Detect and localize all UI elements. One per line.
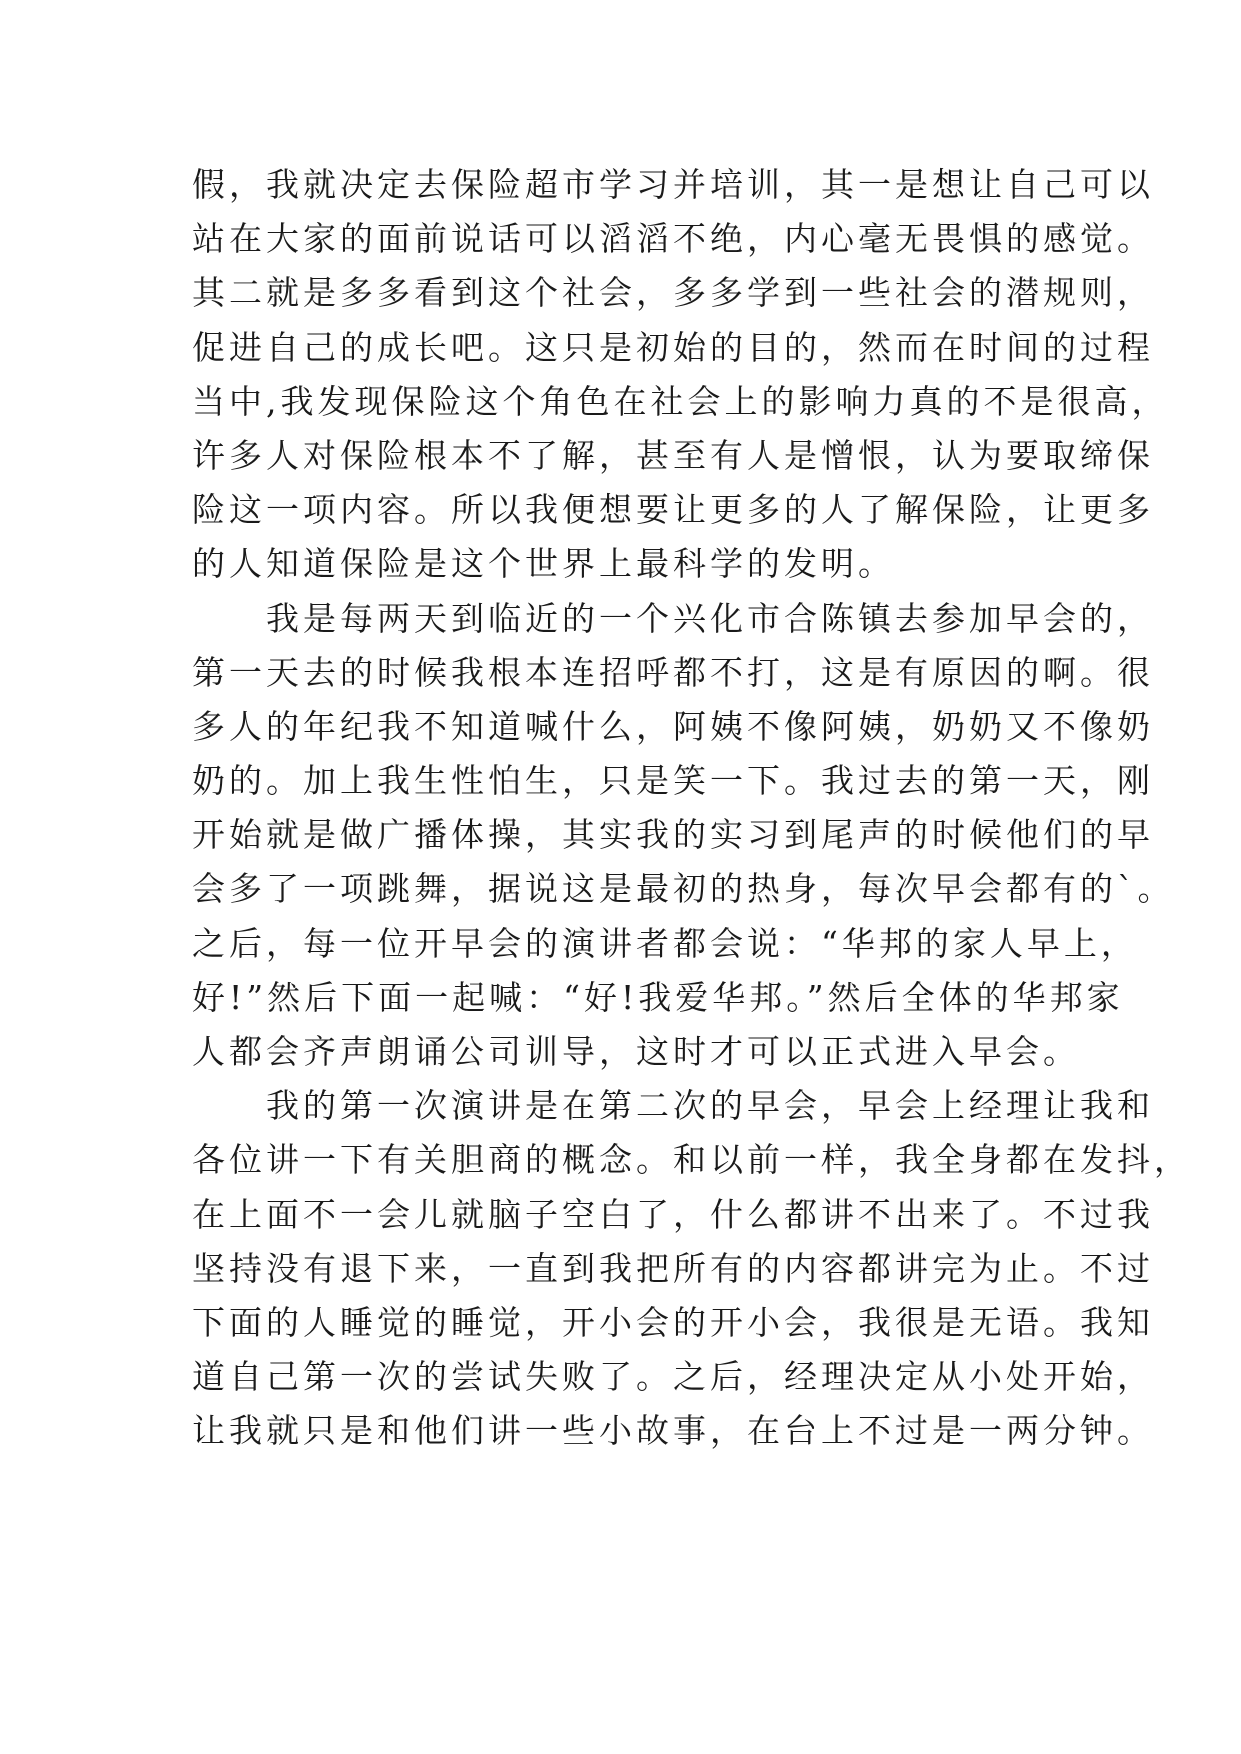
text-line: 其二就是多多看到这个社会，多多学到一些社会的潜规则， — [192, 273, 1154, 313]
text-line: 多人的年纪我不知道喊什么，阿姨不像阿姨，奶奶又不像奶 — [192, 706, 1154, 746]
text-line: 第一天去的时候我根本连招呼都不打，这是有原因的啊。很 — [192, 652, 1154, 692]
text-line: 坚持没有退下来，一直到我把所有的内容都讲完为止。不过 — [192, 1248, 1154, 1288]
text-line: 在上面不一会儿就脑子空白了，什么都讲不出来了。不过我 — [192, 1194, 1154, 1234]
text-line: 会多了一项跳舞，据说这是最初的热身，每次早会都有的`。 — [192, 869, 1175, 909]
text-line: 让我就只是和他们讲一些小故事，在台上不过是一两分钟。 — [192, 1411, 1154, 1451]
text-line: 好!”然后下面一起喊：“好!我爱华邦。”然后全体的华邦家 — [192, 977, 1124, 1017]
text-line: 当中,我发现保险这个角色在社会上的影响力真的不是很高， — [192, 381, 1169, 421]
text-line: 许多人对保险根本不了解，甚至有人是憎恨，认为要取缔保 — [192, 435, 1154, 475]
text-line: 开始就是做广播体操，其实我的实习到尾声的时候他们的早 — [192, 815, 1154, 855]
text-line: 下面的人睡觉的睡觉，开小会的开小会，我很是无语。我知 — [192, 1302, 1154, 1342]
text-line: 我是每两天到临近的一个兴化市合陈镇去参加早会的， — [192, 598, 1154, 638]
body-text — [192, 158, 1191, 1459]
text-line: 险这一项内容。所以我便想要让更多的人了解保险，让更多 — [192, 490, 1154, 530]
text-line: 我的第一次演讲是在第二次的早会，早会上经理让我和 — [192, 1086, 1154, 1126]
text-line: 促进自己的成长吧。这只是初始的目的，然而在时间的过程 — [192, 327, 1154, 367]
text-line: 假，我就决定去保险超市学习并培训，其一是想让自己可以 — [192, 165, 1154, 204]
text-line: 的人知道保险是这个世界上最科学的发明。 — [192, 544, 895, 584]
text-line: 站在大家的面前说话可以滔滔不绝，内心毫无畏惧的感觉。 — [192, 219, 1154, 259]
text-line: 道自己第一次的尝试失败了。之后，经理决定从小处开始， — [192, 1357, 1154, 1397]
text-line: 之后，每一位开早会的演讲者都会说：“华邦的家人早上， — [192, 923, 1138, 963]
text-line: 人都会齐声朗诵公司训导，这时才可以正式进入早会。 — [192, 1032, 1080, 1071]
text-line: 奶的。加上我生性怕生，只是笑一下。我过去的第一天，刚 — [192, 761, 1154, 801]
text-line: 各位讲一下有关胆商的概念。和以前一样，我全身都在发抖， — [192, 1140, 1191, 1180]
